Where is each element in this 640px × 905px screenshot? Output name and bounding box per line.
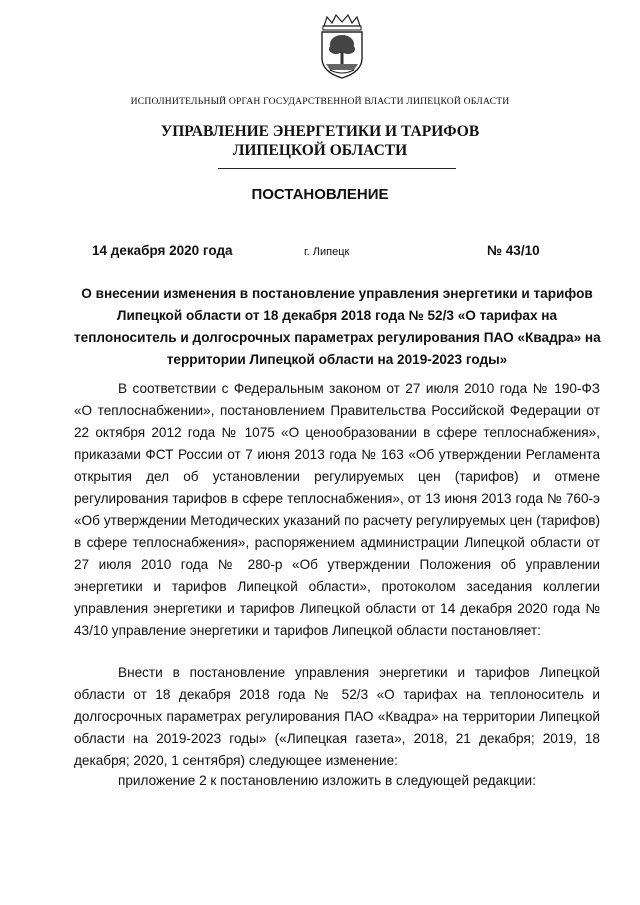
header-divider — [218, 168, 456, 169]
agency-name-line2: ЛИПЕЦКОЙ ОБЛАСТИ — [232, 142, 408, 159]
document-subject — [74, 283, 600, 371]
document-city: г. Липецк — [304, 246, 350, 258]
issuer-line: ИСПОЛНИТЕЛЬНЫЙ ОРГАН ГОСУДАРСТВЕННОЙ ВЛАСТИ ЛИПЕЦКОЙ ОБЛАСТИ — [130, 96, 510, 107]
subject-line3: теплоноситель и долгосрочных параметрах регулирования ПАО «Квадра» на — [74, 330, 601, 345]
body-paragraph-amendment: Внести в постановление управления энергетики и тарифов Липецкой области от 18 декабря 2018 года № 52/3 «О тарифах на теплоноситель и долгосрочных параметрах регулирования ПАО «Квадра» на территории Липецкой области на 2019-2023 годы» («Липецкая газета», 2018, 21 декабря; 2019, 18 декабря; 2020, 1 сентября) следующее изменение: — [74, 665, 600, 768]
document-date: 14 декабря 2020 года — [92, 243, 233, 258]
subject-line4: территории Липецкой области на 2019-2023 годы» — [166, 352, 508, 367]
lipetsk-oblast-coat-of-arms-icon — [316, 14, 368, 80]
agency-name — [0, 122, 640, 160]
document-type: ПОСТАНОВЛЕНИЕ — [251, 186, 389, 203]
subject-line1: О внесении изменения в постановление управления энергетики и тарифов — [81, 286, 593, 301]
body-paragraph-legal-basis: В соответствии с Федеральным законом от 27 июля 2010 года № 190-ФЗ «О теплоснабжении», постановлением Правительства Российской Федерации от 22 октября 2012 года № 1075 «О ценообразовании в сфере теплоснабжения», приказами ФСТ России от 7 июня 2013 года № 163 «Об утверждении Регламента открытия дел об установлении регулируемых цен (тарифов) и отмене регулирования тарифов в сфере теплоснабжения», от 13 июня 2013 года № 760-э «Об утверждении Методических указаний по расчету регулируемых цен (тарифов) в сфере теплоснабжения», распоряжением администрации Липецкой области от 27 июля 2010 года № 280-р «Об утверждении Положения об управлении энергетики и тарифов Липецкой области», протоколом заседания коллегии управления энергетики и тарифов Липецкой области от 14 декабря 2020 года № 43/10 управление энергетики и тарифов Липецкой области постановляет: — [74, 381, 600, 638]
agency-name-line1: УПРАВЛЕНИЕ ЭНЕРГЕТИКИ И ТАРИФОВ — [160, 123, 480, 140]
subject-line2: Липецкой области от 18 декабря 2018 года № 52/3 «О тарифах на — [116, 308, 558, 323]
body-paragraph-annex: приложение 2 к постановлению изложить в следующей редакции: — [118, 773, 536, 788]
document-number: № 43/10 — [487, 243, 540, 258]
